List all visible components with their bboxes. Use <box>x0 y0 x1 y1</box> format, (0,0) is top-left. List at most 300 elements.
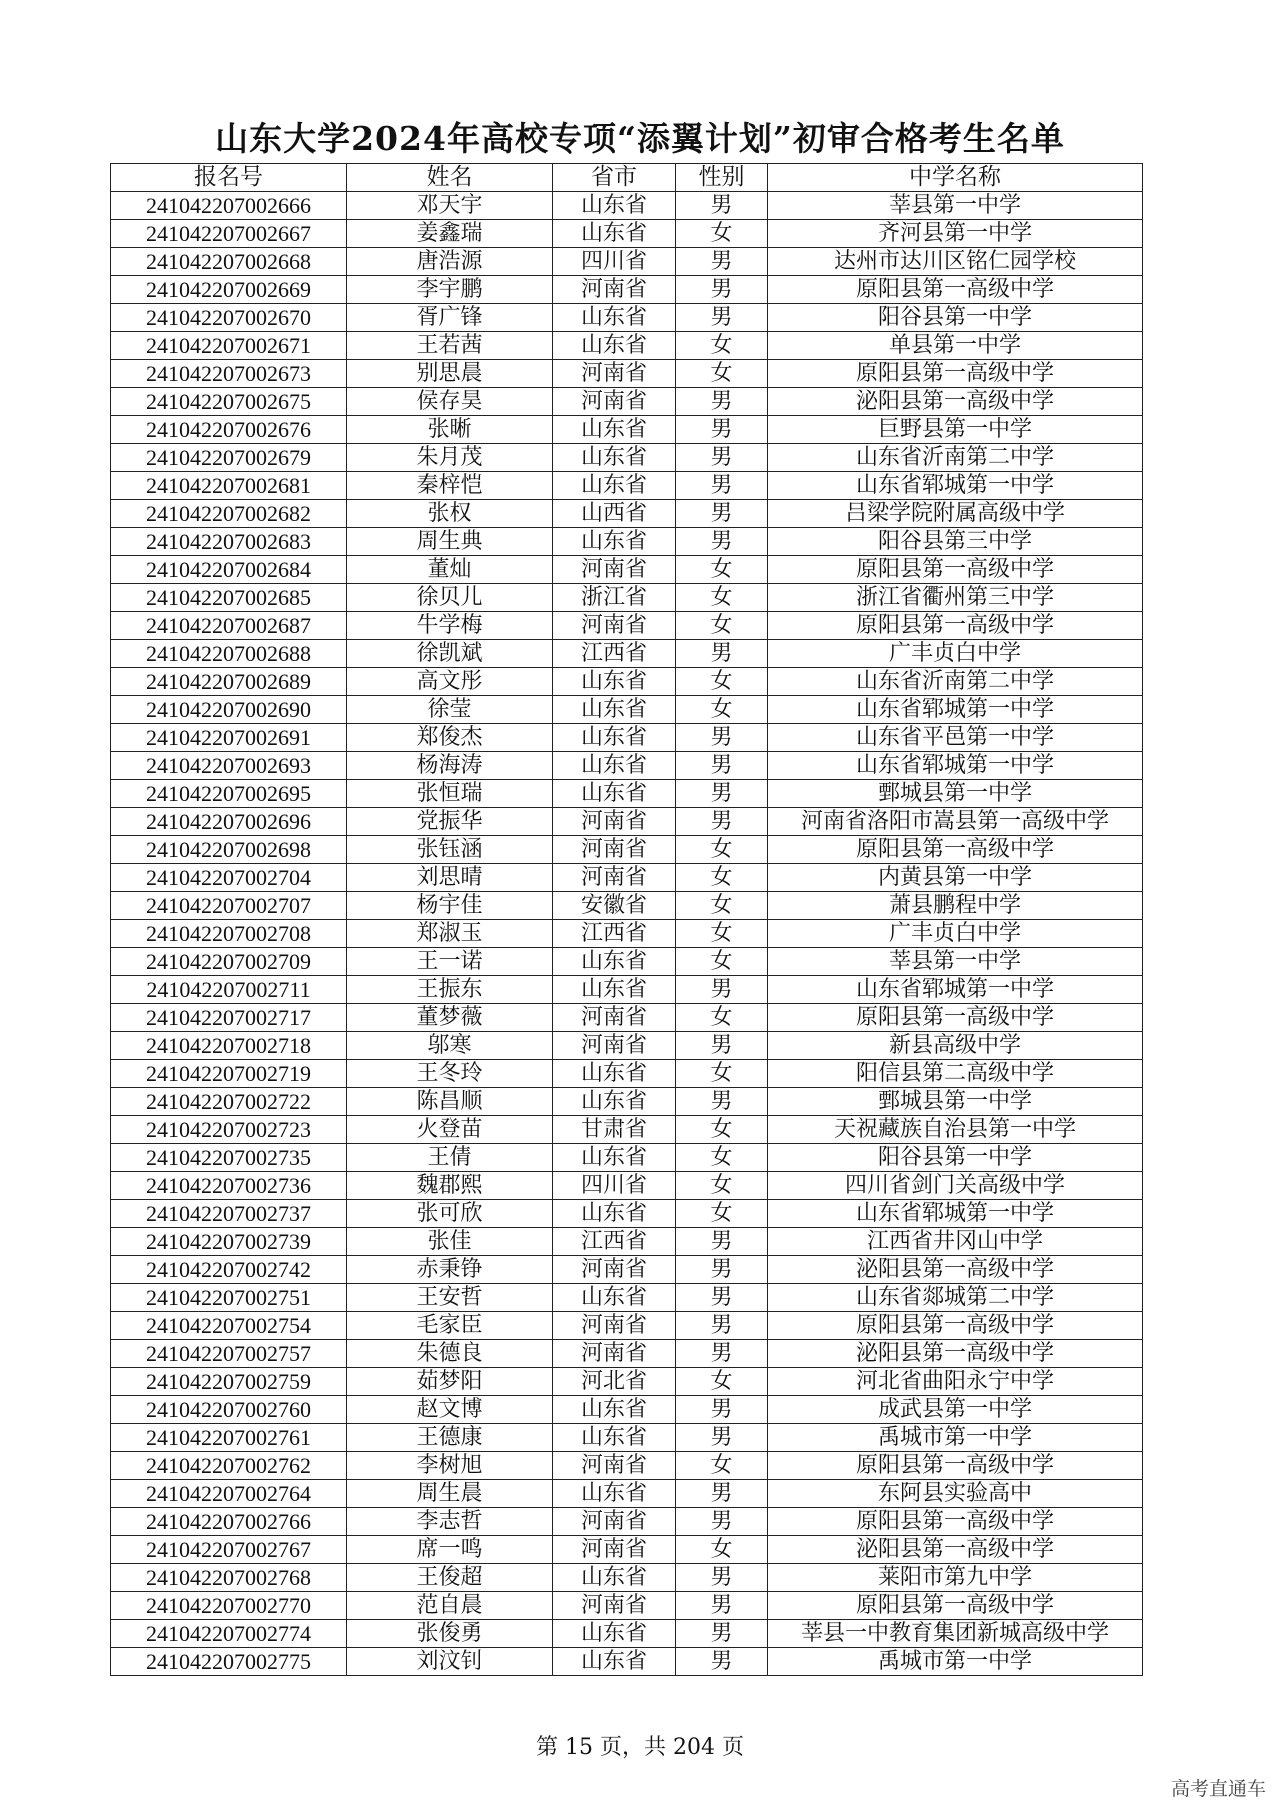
cell-province: 山东省 <box>553 1200 676 1228</box>
cell-registration-number: 241042207002679 <box>111 444 347 472</box>
cell-registration-number: 241042207002687 <box>111 612 347 640</box>
table-row <box>111 1536 1143 1564</box>
cell-school: 禹城市第一中学 <box>768 1424 1143 1452</box>
cell-province: 山东省 <box>553 1480 676 1508</box>
cell-school: 禹城市第一中学 <box>768 1648 1143 1676</box>
cell-province: 河南省 <box>553 360 676 388</box>
cell-registration-number: 241042207002670 <box>111 304 347 332</box>
cell-name: 王倩 <box>347 1144 553 1172</box>
cell-gender: 男 <box>676 444 768 472</box>
cell-province: 山东省 <box>553 752 676 780</box>
table-row <box>111 1004 1143 1032</box>
cell-gender: 男 <box>676 976 768 1004</box>
cell-province: 山东省 <box>553 332 676 360</box>
cell-registration-number: 241042207002736 <box>111 1172 347 1200</box>
cell-gender: 女 <box>676 948 768 976</box>
cell-name: 王冬玲 <box>347 1060 553 1088</box>
cell-registration-number: 241042207002739 <box>111 1228 347 1256</box>
cell-school: 阳谷县第三中学 <box>768 528 1143 556</box>
table-row <box>111 276 1143 304</box>
cell-registration-number: 241042207002690 <box>111 696 347 724</box>
cell-name: 刘思晴 <box>347 864 553 892</box>
cell-province: 山东省 <box>553 1088 676 1116</box>
table-row <box>111 1144 1143 1172</box>
table-row <box>111 416 1143 444</box>
table-row <box>111 836 1143 864</box>
cell-school: 阳信县第二高级中学 <box>768 1060 1143 1088</box>
cell-name: 侯存昊 <box>347 388 553 416</box>
cell-name: 王德康 <box>347 1424 553 1452</box>
table-row <box>111 640 1143 668</box>
table-row <box>111 1396 1143 1424</box>
cell-school: 齐河县第一中学 <box>768 220 1143 248</box>
cell-province: 山东省 <box>553 1284 676 1312</box>
page-title: 山东大学2024年高校专项“添翼计划”初审合格考生名单 <box>215 119 1065 158</box>
cell-name: 李志哲 <box>347 1508 553 1536</box>
cell-name: 王若茜 <box>347 332 553 360</box>
cell-province: 河南省 <box>553 1452 676 1480</box>
cell-name: 党振华 <box>347 808 553 836</box>
cell-gender: 男 <box>676 1284 768 1312</box>
cell-registration-number: 241042207002754 <box>111 1312 347 1340</box>
cell-school: 浙江省衢州第三中学 <box>768 584 1143 612</box>
cell-school: 山东省郓城第一中学 <box>768 472 1143 500</box>
cell-gender: 男 <box>676 472 768 500</box>
cell-school: 莘县第一中学 <box>768 948 1143 976</box>
cell-school: 东阿县实验高中 <box>768 1480 1143 1508</box>
cell-gender: 男 <box>676 1228 768 1256</box>
cell-name: 范自晨 <box>347 1592 553 1620</box>
cell-registration-number: 241042207002764 <box>111 1480 347 1508</box>
cell-province: 山东省 <box>553 220 676 248</box>
cell-gender: 女 <box>676 668 768 696</box>
table-row <box>111 1032 1143 1060</box>
table-row <box>111 752 1143 780</box>
cell-gender: 男 <box>676 1032 768 1060</box>
cell-gender: 男 <box>676 1480 768 1508</box>
cell-name: 徐贝儿 <box>347 584 553 612</box>
cell-gender: 男 <box>676 1620 768 1648</box>
table-row <box>111 612 1143 640</box>
cell-school: 新县高级中学 <box>768 1032 1143 1060</box>
cell-gender: 男 <box>676 276 768 304</box>
cell-gender: 男 <box>676 1508 768 1536</box>
cell-registration-number: 241042207002742 <box>111 1256 347 1284</box>
table-row <box>111 892 1143 920</box>
cell-gender: 男 <box>676 640 768 668</box>
header-registration-number: 报名号 <box>111 164 347 192</box>
cell-name: 高文彤 <box>347 668 553 696</box>
cell-registration-number: 241042207002691 <box>111 724 347 752</box>
cell-province: 江西省 <box>553 1228 676 1256</box>
cell-name: 李树旭 <box>347 1452 553 1480</box>
cell-registration-number: 241042207002681 <box>111 472 347 500</box>
cell-school: 鄄城县第一中学 <box>768 1088 1143 1116</box>
table-row <box>111 556 1143 584</box>
table-row <box>111 1592 1143 1620</box>
cell-gender: 男 <box>676 752 768 780</box>
cell-registration-number: 241042207002751 <box>111 1284 347 1312</box>
cell-name: 邬寒 <box>347 1032 553 1060</box>
cell-name: 刘汶钊 <box>347 1648 553 1676</box>
cell-gender: 女 <box>676 892 768 920</box>
table-row <box>111 1228 1143 1256</box>
cell-registration-number: 241042207002735 <box>111 1144 347 1172</box>
cell-registration-number: 241042207002667 <box>111 220 347 248</box>
cell-school: 原阳县第一高级中学 <box>768 612 1143 640</box>
cell-province: 山东省 <box>553 948 676 976</box>
cell-province: 山东省 <box>553 472 676 500</box>
cell-name: 周生晨 <box>347 1480 553 1508</box>
cell-school: 萧县鹏程中学 <box>768 892 1143 920</box>
cell-registration-number: 241042207002676 <box>111 416 347 444</box>
cell-school: 河北省曲阳永宁中学 <box>768 1368 1143 1396</box>
cell-province: 山东省 <box>553 780 676 808</box>
cell-school: 山东省郯城第二中学 <box>768 1284 1143 1312</box>
cell-gender: 男 <box>676 1564 768 1592</box>
cell-name: 王安哲 <box>347 1284 553 1312</box>
table-row <box>111 1172 1143 1200</box>
cell-name: 张权 <box>347 500 553 528</box>
cell-registration-number: 241042207002759 <box>111 1368 347 1396</box>
header-province: 省市 <box>553 164 676 192</box>
cell-registration-number: 241042207002671 <box>111 332 347 360</box>
cell-name: 徐凯斌 <box>347 640 553 668</box>
cell-name: 张恒瑞 <box>347 780 553 808</box>
cell-gender: 男 <box>676 1396 768 1424</box>
cell-registration-number: 241042207002757 <box>111 1340 347 1368</box>
cell-registration-number: 241042207002770 <box>111 1592 347 1620</box>
cell-school: 山东省郓城第一中学 <box>768 752 1143 780</box>
cell-registration-number: 241042207002762 <box>111 1452 347 1480</box>
cell-gender: 女 <box>676 1172 768 1200</box>
cell-school: 原阳县第一高级中学 <box>768 556 1143 584</box>
table-row <box>111 1648 1143 1676</box>
cell-school: 泌阳县第一高级中学 <box>768 1340 1143 1368</box>
table-row <box>111 724 1143 752</box>
cell-registration-number: 241042207002693 <box>111 752 347 780</box>
cell-name: 王俊超 <box>347 1564 553 1592</box>
cell-gender: 女 <box>676 696 768 724</box>
cell-school: 泌阳县第一高级中学 <box>768 1256 1143 1284</box>
cell-school: 河南省洛阳市嵩县第一高级中学 <box>768 808 1143 836</box>
cell-school: 原阳县第一高级中学 <box>768 836 1143 864</box>
cell-name: 赤秉铮 <box>347 1256 553 1284</box>
cell-school: 原阳县第一高级中学 <box>768 1004 1143 1032</box>
table-row <box>111 1452 1143 1480</box>
table-row <box>111 780 1143 808</box>
cell-gender: 男 <box>676 808 768 836</box>
cell-school: 吕梁学院附属高级中学 <box>768 500 1143 528</box>
cell-province: 山东省 <box>553 1648 676 1676</box>
cell-gender: 男 <box>676 1648 768 1676</box>
cell-province: 四川省 <box>553 248 676 276</box>
cell-registration-number: 241042207002689 <box>111 668 347 696</box>
cell-registration-number: 241042207002695 <box>111 780 347 808</box>
cell-registration-number: 241042207002711 <box>111 976 347 1004</box>
cell-province: 山东省 <box>553 1424 676 1452</box>
cell-registration-number: 241042207002767 <box>111 1536 347 1564</box>
cell-province: 河南省 <box>553 276 676 304</box>
cell-gender: 女 <box>676 220 768 248</box>
cell-registration-number: 241042207002688 <box>111 640 347 668</box>
cell-province: 河南省 <box>553 1312 676 1340</box>
table-row <box>111 1200 1143 1228</box>
cell-province: 河南省 <box>553 556 676 584</box>
cell-gender: 男 <box>676 248 768 276</box>
cell-province: 河南省 <box>553 1340 676 1368</box>
cell-gender: 女 <box>676 556 768 584</box>
cell-school: 四川省剑门关高级中学 <box>768 1172 1143 1200</box>
cell-school: 山东省郓城第一中学 <box>768 1200 1143 1228</box>
cell-province: 山东省 <box>553 1620 676 1648</box>
cell-province: 山东省 <box>553 1396 676 1424</box>
cell-name: 火登苗 <box>347 1116 553 1144</box>
cell-province: 山东省 <box>553 192 676 220</box>
cell-gender: 男 <box>676 500 768 528</box>
table-row <box>111 500 1143 528</box>
cell-gender: 男 <box>676 780 768 808</box>
cell-province: 山东省 <box>553 304 676 332</box>
cell-registration-number: 241042207002723 <box>111 1116 347 1144</box>
cell-registration-number: 241042207002673 <box>111 360 347 388</box>
cell-gender: 男 <box>676 1424 768 1452</box>
cell-gender: 女 <box>676 1004 768 1032</box>
cell-name: 胥广锋 <box>347 304 553 332</box>
cell-registration-number: 241042207002685 <box>111 584 347 612</box>
cell-school: 成武县第一中学 <box>768 1396 1143 1424</box>
cell-gender: 男 <box>676 1088 768 1116</box>
table-row <box>111 1620 1143 1648</box>
cell-school: 山东省平邑第一中学 <box>768 724 1143 752</box>
cell-school: 达州市达川区铭仁园学校 <box>768 248 1143 276</box>
cell-province: 浙江省 <box>553 584 676 612</box>
cell-school: 山东省沂南第二中学 <box>768 668 1143 696</box>
cell-school: 原阳县第一高级中学 <box>768 360 1143 388</box>
cell-province: 山东省 <box>553 696 676 724</box>
cell-registration-number: 241042207002760 <box>111 1396 347 1424</box>
cell-name: 董梦薇 <box>347 1004 553 1032</box>
cell-school: 内黄县第一中学 <box>768 864 1143 892</box>
cell-name: 唐浩源 <box>347 248 553 276</box>
cell-name: 杨海涛 <box>347 752 553 780</box>
cell-province: 河南省 <box>553 864 676 892</box>
cell-school: 巨野县第一中学 <box>768 416 1143 444</box>
cell-name: 张钰涵 <box>347 836 553 864</box>
table-row <box>111 1368 1143 1396</box>
cell-school: 山东省沂南第二中学 <box>768 444 1143 472</box>
cell-registration-number: 241042207002682 <box>111 500 347 528</box>
cell-registration-number: 241042207002717 <box>111 1004 347 1032</box>
cell-registration-number: 241042207002737 <box>111 1200 347 1228</box>
cell-registration-number: 241042207002683 <box>111 528 347 556</box>
cell-registration-number: 241042207002684 <box>111 556 347 584</box>
table-row <box>111 1480 1143 1508</box>
cell-name: 姜鑫瑞 <box>347 220 553 248</box>
cell-province: 山西省 <box>553 500 676 528</box>
cell-registration-number: 241042207002722 <box>111 1088 347 1116</box>
cell-name: 毛家臣 <box>347 1312 553 1340</box>
cell-name: 朱德良 <box>347 1340 553 1368</box>
cell-province: 河南省 <box>553 1004 676 1032</box>
cell-gender: 女 <box>676 836 768 864</box>
cell-gender: 女 <box>676 332 768 360</box>
table-row <box>111 808 1143 836</box>
cell-province: 山东省 <box>553 1060 676 1088</box>
cell-province: 河南省 <box>553 1256 676 1284</box>
cell-name: 董灿 <box>347 556 553 584</box>
cell-registration-number: 241042207002775 <box>111 1648 347 1676</box>
cell-gender: 女 <box>676 1060 768 1088</box>
cell-gender: 女 <box>676 864 768 892</box>
cell-registration-number: 241042207002774 <box>111 1620 347 1648</box>
cell-name: 杨宇佳 <box>347 892 553 920</box>
cell-school: 原阳县第一高级中学 <box>768 1312 1143 1340</box>
cell-gender: 女 <box>676 1144 768 1172</box>
cell-province: 江西省 <box>553 640 676 668</box>
table-row <box>111 1340 1143 1368</box>
cell-name: 秦梓恺 <box>347 472 553 500</box>
table-row <box>111 304 1143 332</box>
cell-gender: 女 <box>676 1116 768 1144</box>
cell-registration-number: 241042207002761 <box>111 1424 347 1452</box>
cell-province: 山东省 <box>553 416 676 444</box>
table-row <box>111 1088 1143 1116</box>
cell-gender: 女 <box>676 1536 768 1564</box>
cell-school: 原阳县第一高级中学 <box>768 1452 1143 1480</box>
cell-province: 山东省 <box>553 444 676 472</box>
cell-school: 单县第一中学 <box>768 332 1143 360</box>
cell-gender: 男 <box>676 528 768 556</box>
cell-province: 四川省 <box>553 1172 676 1200</box>
header-gender: 性别 <box>676 164 768 192</box>
watermark: 高考直通车 <box>1170 1778 1266 1800</box>
cell-registration-number: 241042207002707 <box>111 892 347 920</box>
header-school: 中学名称 <box>768 164 1143 192</box>
cell-gender: 男 <box>676 388 768 416</box>
cell-province: 山东省 <box>553 724 676 752</box>
table-row <box>111 444 1143 472</box>
table-row <box>111 1256 1143 1284</box>
table-row <box>111 388 1143 416</box>
cell-school: 广丰贞白中学 <box>768 640 1143 668</box>
table-row <box>111 1060 1143 1088</box>
cell-registration-number: 241042207002718 <box>111 1032 347 1060</box>
cell-school: 山东省郓城第一中学 <box>768 976 1143 1004</box>
cell-gender: 女 <box>676 1368 768 1396</box>
cell-province: 河南省 <box>553 1508 676 1536</box>
cell-registration-number: 241042207002666 <box>111 192 347 220</box>
cell-name: 魏郡熙 <box>347 1172 553 1200</box>
table-row <box>111 472 1143 500</box>
table-row <box>111 920 1143 948</box>
table-row <box>111 1508 1143 1536</box>
cell-name: 邓天宇 <box>347 192 553 220</box>
cell-gender: 女 <box>676 1200 768 1228</box>
table-row <box>111 360 1143 388</box>
cell-province: 山东省 <box>553 1564 676 1592</box>
cell-school: 莘县第一中学 <box>768 192 1143 220</box>
cell-school: 江西省井冈山中学 <box>768 1228 1143 1256</box>
table-row <box>111 1116 1143 1144</box>
cell-province: 河南省 <box>553 1592 676 1620</box>
table-row <box>111 220 1143 248</box>
cell-name: 郑淑玉 <box>347 920 553 948</box>
cell-gender: 男 <box>676 1340 768 1368</box>
cell-school: 原阳县第一高级中学 <box>768 276 1143 304</box>
cell-school: 泌阳县第一高级中学 <box>768 388 1143 416</box>
cell-province: 江西省 <box>553 920 676 948</box>
cell-registration-number: 241042207002669 <box>111 276 347 304</box>
table-row <box>111 976 1143 1004</box>
table-row <box>111 332 1143 360</box>
cell-province: 河南省 <box>553 808 676 836</box>
table-row <box>111 1312 1143 1340</box>
cell-school: 广丰贞白中学 <box>768 920 1143 948</box>
table-row <box>111 864 1143 892</box>
cell-name: 李宇鹏 <box>347 276 553 304</box>
cell-school: 鄄城县第一中学 <box>768 780 1143 808</box>
cell-school: 泌阳县第一高级中学 <box>768 1536 1143 1564</box>
cell-gender: 男 <box>676 1256 768 1284</box>
cell-registration-number: 241042207002675 <box>111 388 347 416</box>
cell-province: 河南省 <box>553 836 676 864</box>
table-row <box>111 668 1143 696</box>
cell-school: 阳谷县第一中学 <box>768 304 1143 332</box>
table-row <box>111 528 1143 556</box>
cell-registration-number: 241042207002768 <box>111 1564 347 1592</box>
cell-name: 赵文博 <box>347 1396 553 1424</box>
cell-school: 原阳县第一高级中学 <box>768 1508 1143 1536</box>
cell-name: 牛学梅 <box>347 612 553 640</box>
cell-name: 王振东 <box>347 976 553 1004</box>
cell-province: 河南省 <box>553 612 676 640</box>
cell-school: 山东省郓城第一中学 <box>768 696 1143 724</box>
table-row <box>111 696 1143 724</box>
cell-name: 张可欣 <box>347 1200 553 1228</box>
cell-name: 张俊勇 <box>347 1620 553 1648</box>
cell-gender: 女 <box>676 920 768 948</box>
header-name: 姓名 <box>347 164 553 192</box>
cell-province: 河南省 <box>553 1536 676 1564</box>
page-footer: 第 15 页，共 204 页 <box>536 1735 744 1760</box>
cell-school: 莘县一中教育集团新城高级中学 <box>768 1620 1143 1648</box>
cell-gender: 男 <box>676 416 768 444</box>
cell-province: 河南省 <box>553 388 676 416</box>
cell-gender: 女 <box>676 360 768 388</box>
table-body <box>111 192 1143 1676</box>
cell-name: 郑俊杰 <box>347 724 553 752</box>
cell-school: 天祝藏族自治县第一中学 <box>768 1116 1143 1144</box>
cell-registration-number: 241042207002668 <box>111 248 347 276</box>
cell-school: 莱阳市第九中学 <box>768 1564 1143 1592</box>
cell-province: 山东省 <box>553 528 676 556</box>
cell-gender: 男 <box>676 192 768 220</box>
cell-registration-number: 241042207002708 <box>111 920 347 948</box>
cell-school: 原阳县第一高级中学 <box>768 1592 1143 1620</box>
cell-name: 周生典 <box>347 528 553 556</box>
cell-registration-number: 241042207002696 <box>111 808 347 836</box>
cell-province: 安徽省 <box>553 892 676 920</box>
cell-name: 席一鸣 <box>347 1536 553 1564</box>
cell-name: 张佳 <box>347 1228 553 1256</box>
cell-registration-number: 241042207002704 <box>111 864 347 892</box>
cell-gender: 男 <box>676 724 768 752</box>
cell-province: 山东省 <box>553 976 676 1004</box>
cell-gender: 男 <box>676 304 768 332</box>
cell-gender: 女 <box>676 1452 768 1480</box>
table-row <box>111 1564 1143 1592</box>
